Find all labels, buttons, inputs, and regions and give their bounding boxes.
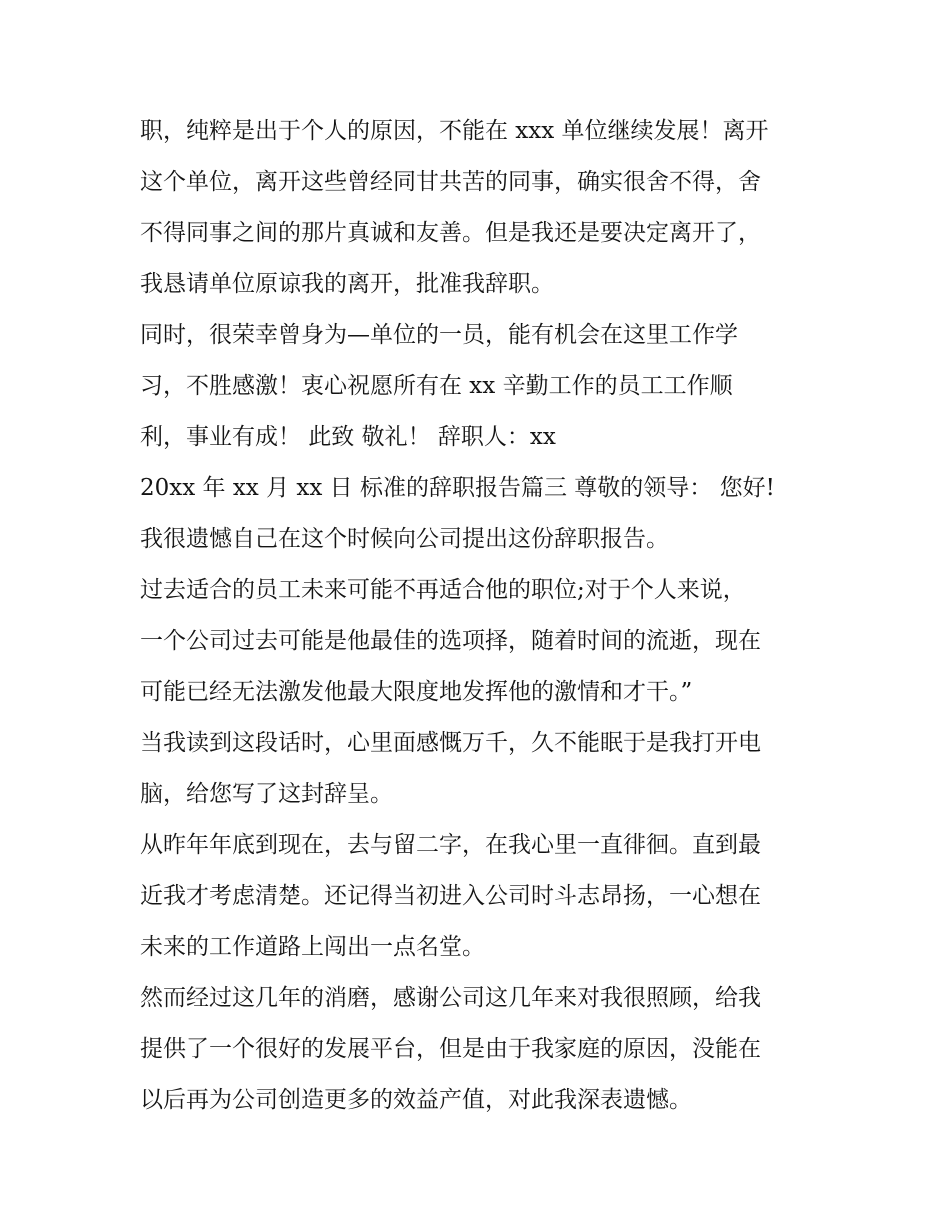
document-body (140, 106, 820, 1126)
text-line: 我很遗憾自己在这个时候向公司提出这份辞职报告。 (140, 526, 669, 552)
text-line: 可能已经无法激发他最大限度地发挥他的激情和才干。” (140, 679, 693, 705)
text-line: 脑，给您写了这封辞呈。 (140, 781, 393, 807)
text-line: 过去适合的员工未来可能不再适合他的职位;对于个人来说， (140, 577, 746, 603)
text-line: 职，纯粹是出于个人的原因，不能在 xxx 单位继续发展！离开 (140, 118, 769, 144)
text-line: 不得同事之间的那片真诚和友善。但是我还是要决定离开了， (140, 220, 761, 246)
text-line: 同时，很荣幸曾身为—单位的一员，能有机会在这里工作学 (140, 322, 738, 348)
text-line: 然而经过这几年的消磨，感谢公司这几年来对我很照顾，给我 (140, 985, 761, 1011)
text-line: 从昨年年底到现在，去与留二字，在我心里一直徘徊。直到最 (140, 832, 761, 858)
text-line: 未来的工作道路上闯出一点名堂。 (140, 934, 485, 960)
text-line: 这个单位，离开这些曾经同甘共苦的同事，确实很舍不得，舍 (140, 169, 761, 195)
text-line: 习，不胜感激！衷心祝愿所有在 xx 辛勤工作的员工工作顺 (140, 373, 733, 399)
text-line: 利，事业有成！ 此致 敬礼！ 辞职人：xx (140, 424, 556, 450)
text-line: 近我才考虑清楚。还记得当初进入公司时斗志昂扬，一心想在 (140, 883, 761, 909)
text-line: 一个公司过去可能是他最佳的选项择，随着时间的流逝，现在 (140, 628, 761, 654)
text-line: 以后再为公司创造更多的效益产值，对此我深表遗憾。 (140, 1087, 692, 1113)
text-line: 20xx 年 xx 月 xx 日 标准的辞职报告篇三 尊敬的领导： 您好! (140, 475, 775, 501)
text-line: 提供了一个很好的发展平台，但是由于我家庭的原因，没能在 (140, 1036, 761, 1062)
text-line: 当我读到这段话时，心里面感慨万千，久不能眠于是我打开电 (140, 730, 761, 756)
text-line: 我恳请单位原谅我的离开，批准我辞职。 (140, 271, 554, 297)
